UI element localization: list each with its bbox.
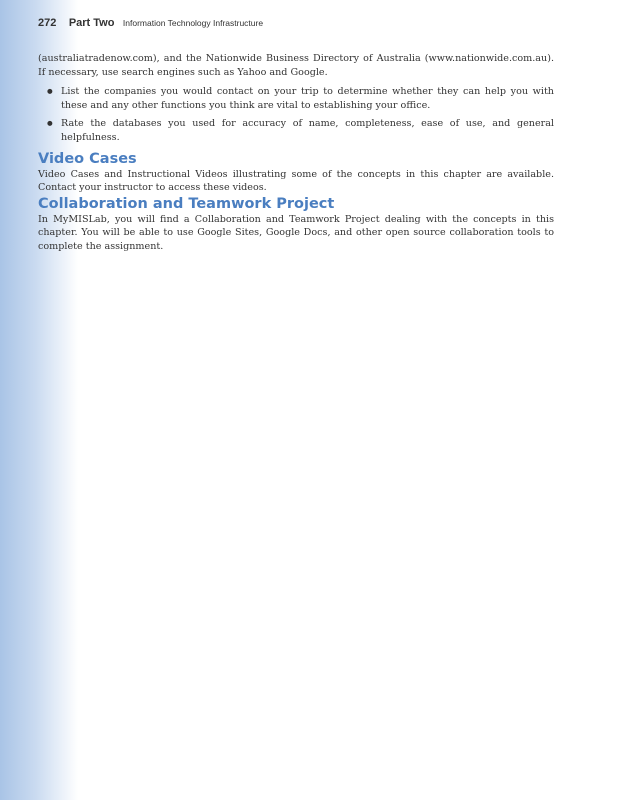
bullet-item: ● Rate the databases you used for accuracy of name, completeness, ease of use, and general helpfulness.	[38, 117, 554, 144]
bullet-item: ● List the companies you would contact on your trip to determine whether they can help you with these and any other functions you think are vital to establishing your office.	[38, 85, 554, 112]
collaboration-heading: Collaboration and Teamwork Project	[38, 195, 335, 212]
intro-paragraph: (australiatradenow.com), and the Nationwide Business Directory of Australia (www.nationwide.com.au). If necessary, use search engines such as Yahoo and Google.	[38, 53, 554, 78]
page-number: 272	[38, 17, 57, 29]
bullet-list	[38, 85, 554, 144]
running-header	[38, 13, 263, 31]
page-content	[38, 52, 554, 254]
video-cases-paragraph: Video Cases and Instructional Videos illustrating some of the concepts in this chapter are available. Contact your instructor to access these videos.	[38, 168, 554, 194]
collaboration-paragraph: In MyMISLab, you will find a Collaboration and Teamwork Project dealing with the concepts in this chapter. You will be able to use Google Sites, Google Docs, and other open source collaboration tools to complete the assignment.	[38, 213, 554, 252]
part-title: Information Technology Infrastructure	[122, 18, 264, 28]
part-label: Part Two	[68, 17, 115, 29]
video-cases-heading: Video Cases	[38, 150, 137, 167]
